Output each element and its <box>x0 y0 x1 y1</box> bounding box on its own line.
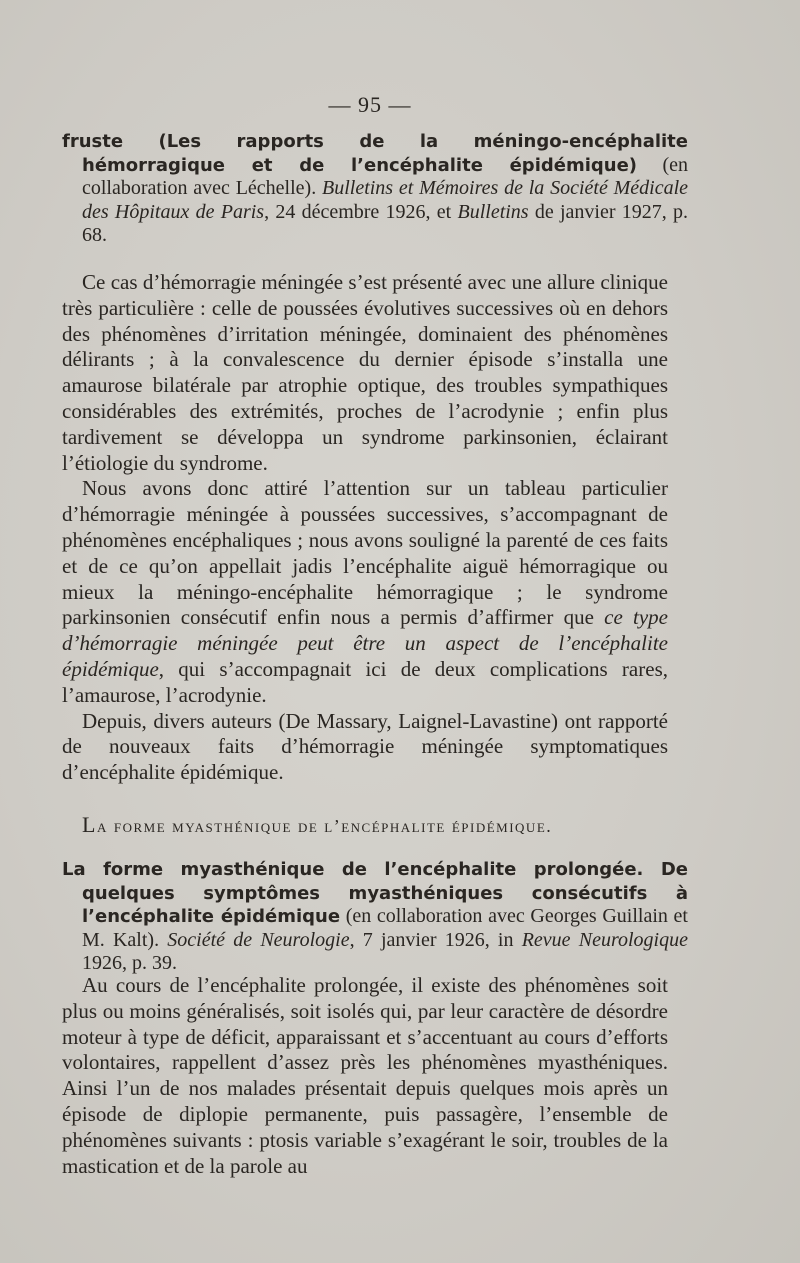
reference-tail: de janvier 1927, p. 68. <box>82 200 688 246</box>
paragraph-text: Nous avons donc attiré l’attention sur un tableau particulier d’hémorragie méningée à poussées successives, s’accompagnant de phénomènes encéphaliques ; nous avons souligné la parenté de ces faits et de ce qu’on appellait jadis l’encéphalite aiguë hémorragique ou mieux la méningo-encéphalite hémorragique ; le syndrome parkinsonien consécutif enfin nous a permis d’affirmer que <box>62 476 668 630</box>
section-heading <box>82 812 688 838</box>
paragraph: Au cours de l’encéphalite prolongée, il existe des phénomènes soit plus ou moins généralisés, soit isolés qui, par leur caractère de désordre moteur à type de déficit, apparaissant et s’accentuant au cours d’efforts volontaires, rappellent d’assez près les phénomènes myasthéniques. Ainsi l’un de nos malades présentait depuis quelques mois après un épisode de diplopie permanente, puis passagère, l’ensemble de phénomènes suivants : ptosis variable s’exagérant le soir, troubles de la mastication et de la parole au <box>62 973 668 1178</box>
reference-entry-1 <box>62 130 688 248</box>
reference-source-2: Bulletins <box>457 200 529 223</box>
reference-tail: 1926, p. 39. <box>82 952 177 974</box>
reference-title: La forme myasthénique de l’encéphalite prolongée. De quelques symptômes myasthéniques consécutifs à l’encéphalite épidémique <box>62 859 688 927</box>
emphasis: ce type d’hémorragie méningée peut être un aspect de l’encéphalite épidémique <box>62 605 668 681</box>
paragraph-text: , qui s’accompagnait ici de deux complications rares, l’amaurose, l’acrodynie. <box>62 656 668 707</box>
section-body-2 <box>62 973 668 1179</box>
reference-source-2: Revue Neurologique <box>521 928 688 951</box>
paragraph: Depuis, divers auteurs (De Massary, Laignel-Lavastine) ont rapporté de nouveaux faits d’hémorragie méningée symptomatiques d’encéphalite épidémique. <box>62 708 668 785</box>
reference-source: Bulletins et Mémoires de la Société Médicale des Hôpitaux de Paris <box>82 177 688 223</box>
reference-entry-2 <box>62 858 688 976</box>
heading-initial: L <box>82 812 97 837</box>
paragraph: Ce cas d’hémorragie méningée s’est présenté avec une allure clinique très particulière : celle de poussées évolutives successives où en dehors des phénomènes d’irritation méningée, dominaient des phénomènes délirants ; à la convalescence du dernier épisode s’installa une amaurose bilatérale par atrophie optique, des troubles sympathiques considérables des extrémités, proches de l’acrodynie ; enfin plus tardivement se développa un syndrome parkinsonien, éclairant l’étiologie du syndrome. <box>62 270 668 475</box>
reference-date: , 7 janvier 1926, in <box>349 928 522 951</box>
paragraph <box>62 476 668 708</box>
reference-source: Société de Neurologie <box>167 928 350 951</box>
page-number: — 95 — <box>328 92 412 117</box>
reference-title: fruste (Les rapports de la méningo-encéphalite hémorragique et de l’encéphalite épidémique) <box>62 131 688 176</box>
section-body-1 <box>62 270 668 786</box>
reference-collaboration: (en collaboration avec Léchelle). <box>82 153 688 199</box>
reference-collaboration: (en collaboration avec Georges Guillain et M. Kalt). <box>82 905 688 951</box>
reference-date: , 24 décembre 1926, et <box>264 200 458 223</box>
heading-text: a forme myasthénique de l’encéphalite épidémique. <box>96 816 553 836</box>
